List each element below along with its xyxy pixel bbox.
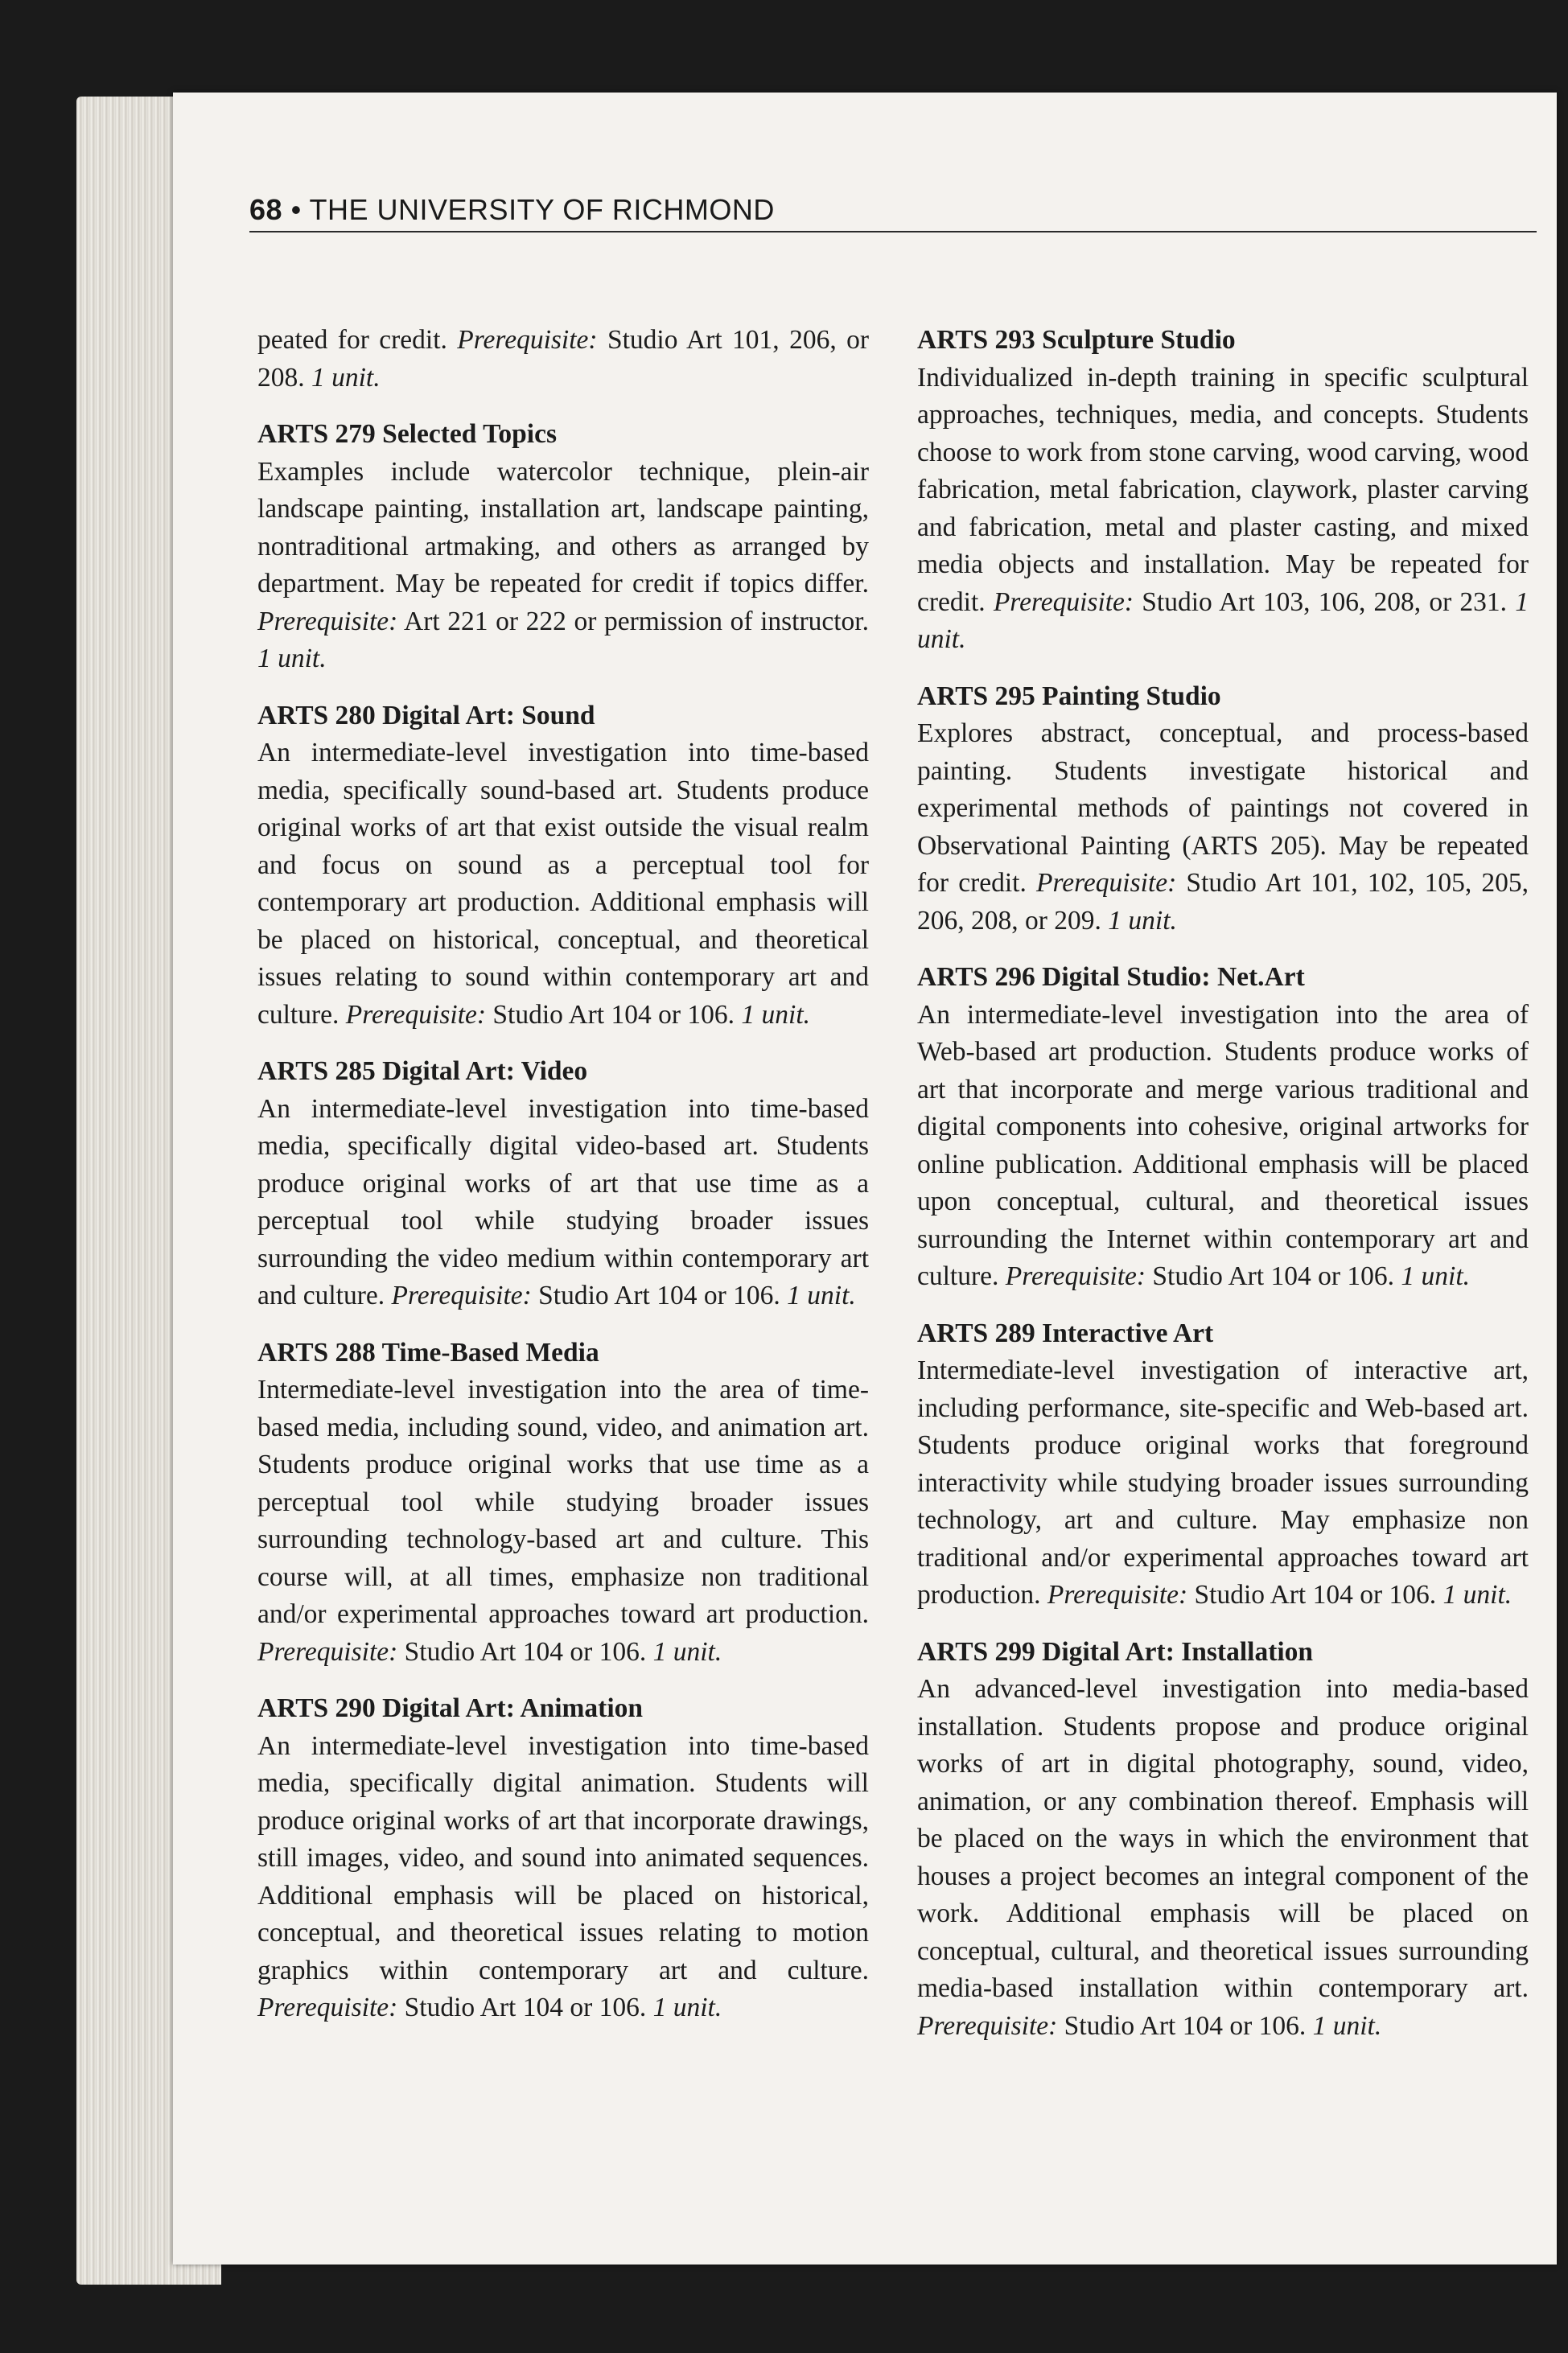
prereq-text: Art 221 or 222 or permission of instructor. (397, 606, 869, 636)
course-title: ARTS 295 Painting Studio (917, 681, 1221, 711)
course-description: Intermediate-level investigation into the area of time-based media, including sound, video, and animation art. Students produce original works that use time as a perceptual tool while studying broader issues surrounding technology-based art and culture. This course will, at all times, emphasize non traditional and/or experimental approaches toward art production. (257, 1375, 869, 1629)
course-title: ARTS 290 Digital Art: Animation (257, 1693, 644, 1723)
units: 1 unit. (1108, 905, 1177, 936)
units: 1 unit. (1312, 2010, 1382, 2041)
course-entry (257, 1053, 869, 1315)
course-title: ARTS 289 Interactive Art (917, 1318, 1214, 1348)
units: 1 unit. (652, 1993, 722, 2022)
course-description: Examples include watercolor technique, plein-air landscape painting, installation art, landscape painting, nontraditional artmaking, and others as arranged by department. May be repeated for credit if topics differ. (257, 456, 869, 599)
prereq-text: Studio Art 101, 102, 105, 205, 206, 208, or 209. (917, 868, 1529, 936)
right-column (917, 322, 1529, 2064)
header-title: THE UNIVERSITY OF RICHMOND (309, 193, 775, 226)
book-page (173, 93, 1557, 2265)
running-header (249, 193, 1537, 227)
course-title: ARTS 293 Sculpture Studio (917, 325, 1236, 355)
prereq-text: Studio Art 104 or 106. (1057, 2010, 1313, 2041)
course-title: ARTS 299 Digital Art: Installation (917, 1636, 1314, 1667)
units: 1 unit. (917, 586, 1529, 654)
prereq-label: Prerequisite: (391, 1281, 532, 1310)
course-entry (257, 1335, 869, 1672)
prereq-text: Studio Art 104 or 106. (1146, 1261, 1401, 1291)
course-description: An intermediate-level investigation into time-based media, specifically sound-based art. Students produce original works of art that exist outside the visual realm and focus on sound as a perceptual tool for contemporary art production. Additional emphasis will be placed on historical, conceptual, and theoretical issues relating to sound within contemporary art and culture. (257, 738, 869, 1030)
prereq-text: Studio Art 104 or 106. (486, 999, 742, 1030)
course-entry (917, 959, 1529, 1296)
units: 1 unit. (311, 362, 381, 393)
prereq-text: Studio Art 103, 106, 208, or 231. (1134, 586, 1516, 617)
prereq-text: Studio Art 104 or 106. (531, 1281, 788, 1310)
prereq-label: Prerequisite: (257, 1636, 398, 1667)
course-description: Explores abstract, conceptual, and process-based painting. Students investigate historical and experimental methods of paintings not covered in Observational Painting (ARTS 205). May be repeated for credit. (917, 718, 1529, 898)
course-entry (917, 1315, 1529, 1615)
page-number: 68 (249, 193, 283, 226)
units: 1 unit. (787, 1281, 856, 1310)
continuation-paragraph (257, 322, 869, 397)
course-description: An advanced-level investigation into media-based installation. Students propose and produce original works of art in digital photography, sound, video, animation, or any combination thereof. Emphasis will be placed on the ways in which the environment that houses a project becomes an integral component of the work. Additional emphasis will be placed on conceptual, cultural, and theoretical issues surrounding media-based installation within contemporary art. (917, 1674, 1529, 2003)
course-title: ARTS 279 Selected Topics (257, 419, 558, 449)
header-rule (249, 231, 1537, 232)
units: 1 unit. (741, 999, 811, 1030)
prereq-label: Prerequisite: (1047, 1580, 1188, 1610)
course-description: An intermediate-level investigation into the area of Web-based art production. Students produce works of art that incorporate and merge various traditional and digital components into cohesive, original artworks for online publication. Additional emphasis will be placed upon conceptual, cultural, and theoretical issues surrounding the Internet within contemporary art and culture. (917, 999, 1529, 1291)
course-description: An intermediate-level investigation into time-based media, specifically digital video-based art. Students produce original works of art that use time as a perceptual tool while studying broader issues surrounding the video medium within contemporary art and culture. (257, 1093, 869, 1310)
continuation-text: peated for credit. (257, 325, 458, 355)
prereq-text: Studio Art 104 or 106. (1187, 1580, 1443, 1610)
units: 1 unit. (1442, 1580, 1512, 1610)
course-description: Intermediate-level investigation of interactive art, including performance, site-specific and Web-based art. Students produce original works that foreground interactivity while studying broader issues surrounding technology, art and culture. May emphasize non traditional and/or experimental approaches toward art production. (917, 1355, 1529, 1610)
prereq-text: Studio Art 101, 206, or 208. (257, 325, 869, 393)
course-entry (257, 697, 869, 1035)
prereq-text: Studio Art 104 or 106. (397, 1636, 653, 1667)
prereq-label: Prerequisite: (457, 325, 598, 355)
course-entry (917, 678, 1529, 940)
prereq-label: Prerequisite: (1005, 1261, 1146, 1291)
course-entry (257, 416, 869, 678)
course-title: ARTS 285 Digital Art: Video (257, 1056, 588, 1086)
prereq-label: Prerequisite: (345, 999, 487, 1030)
course-entry (257, 1690, 869, 2027)
prereq-label: Prerequisite: (257, 1993, 398, 2022)
prereq-text: Studio Art 104 or 106. (397, 1993, 653, 2022)
course-entry (917, 322, 1529, 659)
course-title: ARTS 288 Time-Based Media (257, 1337, 599, 1368)
prereq-label: Prerequisite: (257, 606, 398, 636)
prereq-label: Prerequisite: (993, 586, 1134, 617)
prereq-label: Prerequisite: (917, 2010, 1058, 2041)
course-description: An intermediate-level investigation into time-based media, specifically digital animation. Students will produce original works of art that incorporate drawings, still images, video, and sound into animated sequences. Additional emphasis will be placed on historical, conceptual, and theoretical issues relating to motion graphics within contemporary art and culture. (257, 1730, 869, 1985)
units: 1 unit. (257, 644, 327, 673)
left-column (257, 322, 869, 2047)
course-description: Individualized in-depth training in specific sculptural approaches, techniques, media, and concepts. Students choose to work from stone carving, wood carving, wood fabrication, metal fabrication, claywork, plaster carving and fabrication, metal and plaster casting, and mixed media objects and installation. May be repeated for credit. (917, 362, 1529, 617)
header-bullet: • (290, 193, 302, 226)
course-entry (917, 1634, 1529, 2046)
course-title: ARTS 280 Digital Art: Sound (257, 700, 595, 730)
prereq-label: Prerequisite: (1036, 868, 1177, 898)
units: 1 unit. (1401, 1261, 1471, 1291)
course-title: ARTS 296 Digital Studio: Net.Art (917, 962, 1305, 992)
units: 1 unit. (652, 1636, 722, 1667)
